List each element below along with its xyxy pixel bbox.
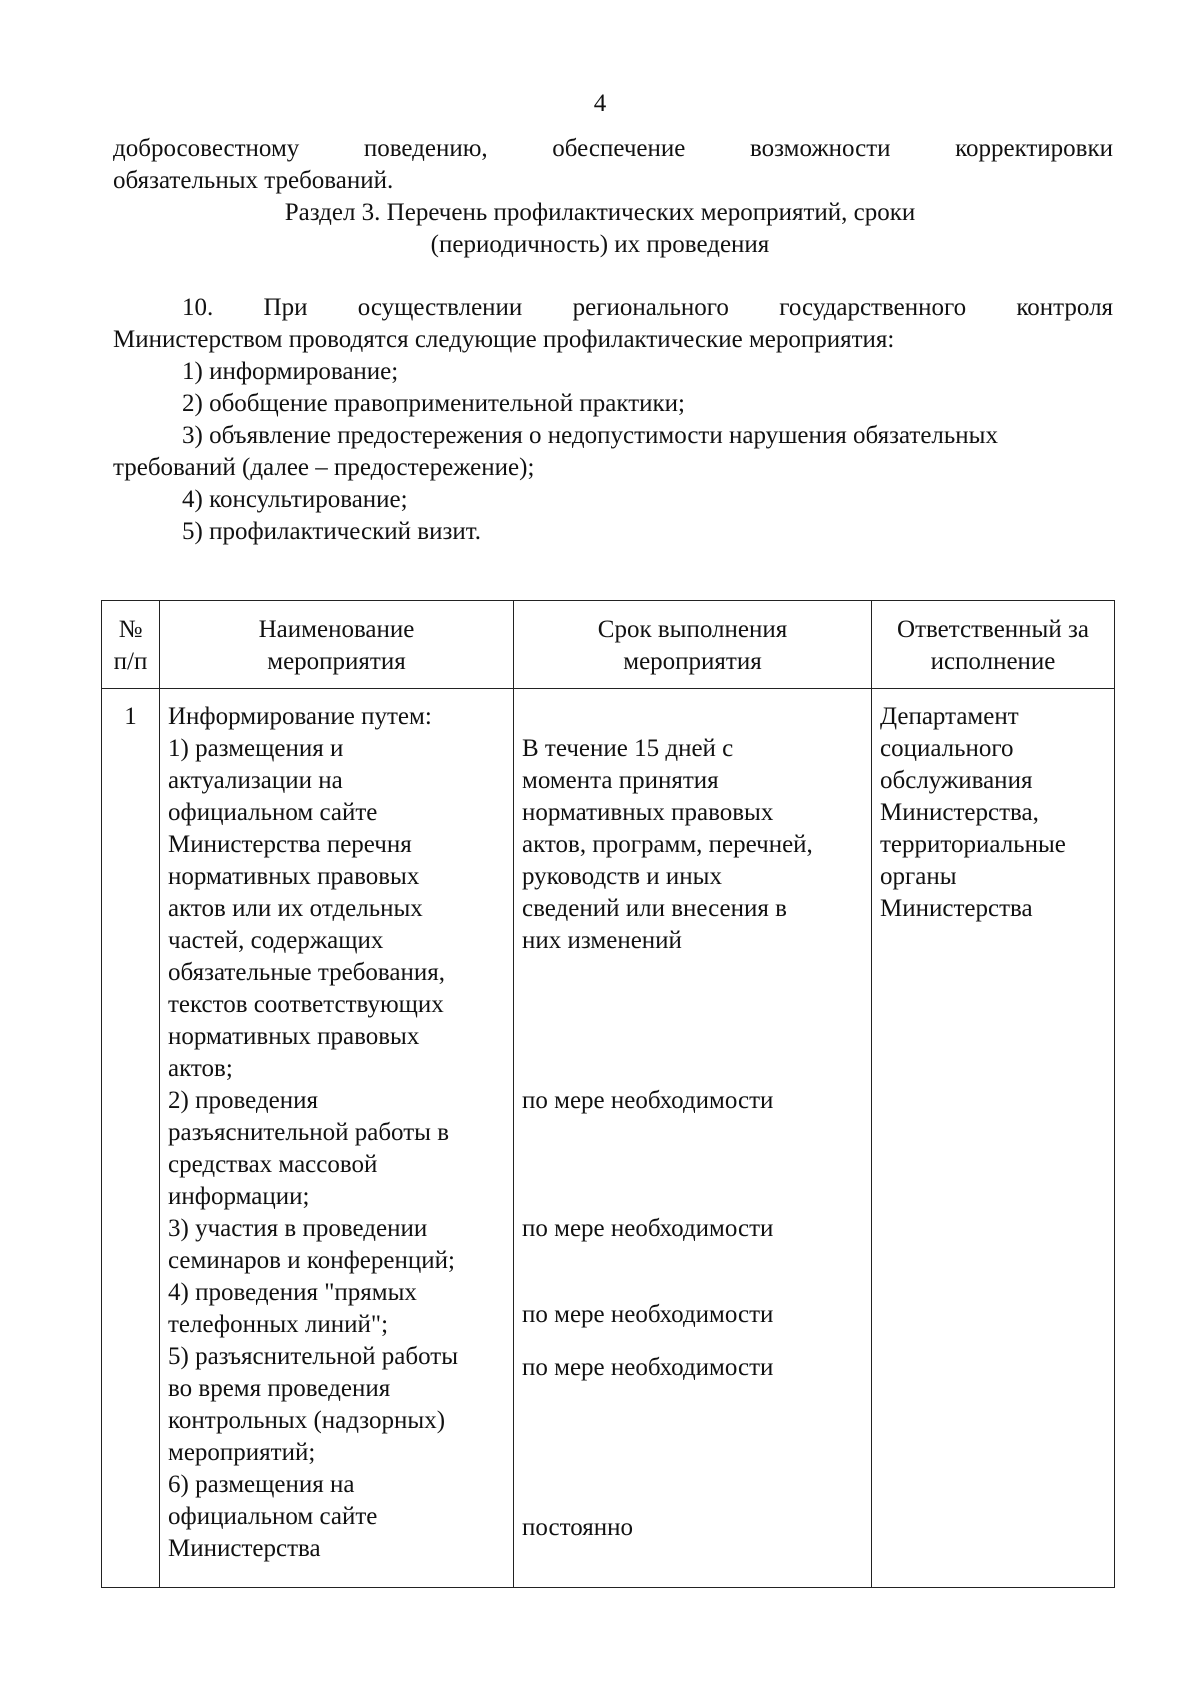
page-number: 4 bbox=[593, 90, 607, 117]
row-term-cell bbox=[514, 689, 872, 1588]
name-line: нормативных правовых bbox=[168, 863, 420, 890]
paragraph-word: 10. bbox=[182, 294, 214, 321]
intro-word: добросовестному bbox=[113, 135, 300, 162]
name-line: 1) размещения и bbox=[168, 735, 344, 762]
responsible-line: Департамент bbox=[880, 703, 1019, 730]
name-line: средствах массовой bbox=[168, 1151, 378, 1178]
intro-word: возможности bbox=[749, 135, 891, 162]
section-title-line-1: Раздел 3. Перечень профилактических мероприятий, сроки bbox=[284, 199, 916, 226]
term-line: них изменений bbox=[522, 927, 682, 954]
name-line: телефонных линий"; bbox=[168, 1311, 389, 1338]
list-item-1: 1) информирование; bbox=[182, 358, 399, 385]
paragraph-word: регионального bbox=[572, 294, 729, 321]
section-title-line-2: (периодичность) их проведения bbox=[430, 231, 770, 258]
name-line: 6) размещения на bbox=[168, 1471, 355, 1498]
activities-table bbox=[101, 600, 1115, 1588]
name-line: официальном сайте bbox=[168, 1503, 378, 1530]
responsible-line: обслуживания bbox=[880, 767, 1033, 794]
term-line: нормативных правовых bbox=[522, 799, 774, 826]
paragraph-word: контроля bbox=[1016, 294, 1114, 321]
name-line: официальном сайте bbox=[168, 799, 378, 826]
name-line: обязательные требования, bbox=[168, 959, 445, 986]
name-line: текстов соответствующих bbox=[168, 991, 444, 1018]
intro-word: поведению, bbox=[363, 135, 488, 162]
header-number bbox=[102, 601, 160, 689]
name-line: 4) проведения "прямых bbox=[168, 1279, 417, 1306]
term-line: сведений или внесения в bbox=[522, 895, 787, 922]
name-line: актуализации на bbox=[168, 767, 343, 794]
term-line: постоянно bbox=[522, 1514, 633, 1541]
name-line: семинаров и конференций; bbox=[168, 1247, 455, 1274]
name-line: нормативных правовых bbox=[168, 1023, 420, 1050]
header-name-line: Наименование bbox=[258, 616, 415, 643]
name-line: Министерства bbox=[168, 1535, 321, 1562]
header-term-line: мероприятия bbox=[623, 648, 762, 675]
responsible-line: территориальные bbox=[880, 831, 1066, 858]
responsible-line: социального bbox=[880, 735, 1014, 762]
name-line: разъяснительной работы в bbox=[168, 1119, 449, 1146]
paragraph-word: осуществлении bbox=[357, 294, 523, 321]
name-line: информации; bbox=[168, 1183, 310, 1210]
list-item-3-line-1: 3) объявление предостережения о недопустимости нарушения обязательных bbox=[182, 422, 998, 449]
name-line: мероприятий; bbox=[168, 1439, 316, 1466]
name-line: 2) проведения bbox=[168, 1087, 318, 1114]
table-row bbox=[102, 689, 1115, 1588]
row-name-cell bbox=[160, 689, 514, 1588]
name-line: Министерства перечня bbox=[168, 831, 412, 858]
paragraph-word: государственного bbox=[779, 294, 967, 321]
intro-line-1 bbox=[113, 133, 1113, 165]
term-line: по мере необходимости bbox=[522, 1354, 774, 1381]
header-term-line: Срок выполнения bbox=[597, 616, 788, 643]
intro-line-2: обязательных требований. bbox=[113, 167, 394, 194]
header-number-line: п/п bbox=[113, 648, 148, 675]
list-item-3-line-2: требований (далее – предостережение); bbox=[113, 454, 535, 481]
row-number: 1 bbox=[102, 689, 160, 1588]
name-line: актов или их отдельных bbox=[168, 895, 423, 922]
header-responsible bbox=[872, 601, 1115, 689]
name-line: контрольных (надзорных) bbox=[168, 1407, 446, 1434]
row-responsible-cell bbox=[872, 689, 1115, 1588]
header-responsible-line: Ответственный за bbox=[897, 616, 1089, 643]
list-item-5: 5) профилактический визит. bbox=[182, 518, 481, 545]
table-header-row bbox=[102, 601, 1115, 689]
responsible-line: органы bbox=[880, 863, 957, 890]
name-line: Информирование путем: bbox=[168, 703, 432, 730]
term-line: актов, программ, перечней, bbox=[522, 831, 813, 858]
responsible-line: Министерства, bbox=[880, 799, 1039, 826]
term-line: момента принятия bbox=[522, 767, 719, 794]
term-line: руководств и иных bbox=[522, 863, 722, 890]
name-line: актов; bbox=[168, 1055, 233, 1082]
paragraph-10-line-2: Министерством проводятся следующие профилактические мероприятия: bbox=[113, 326, 895, 353]
header-number-line: № bbox=[118, 616, 143, 643]
intro-word: корректировки bbox=[955, 135, 1114, 162]
name-line: во время проведения bbox=[168, 1375, 391, 1402]
name-line: 5) разъяснительной работы bbox=[168, 1343, 459, 1370]
paragraph-word: При bbox=[263, 294, 308, 321]
header-term bbox=[514, 601, 872, 689]
header-name bbox=[160, 601, 514, 689]
list-item-2: 2) обобщение правоприменительной практики; bbox=[182, 390, 685, 417]
header-responsible-line: исполнение bbox=[930, 648, 1056, 675]
term-line: В течение 15 дней с bbox=[522, 735, 734, 762]
header-name-line: мероприятия bbox=[267, 648, 406, 675]
intro-word: обеспечение bbox=[552, 135, 686, 162]
name-line: частей, содержащих bbox=[168, 927, 384, 954]
term-line: по мере необходимости bbox=[522, 1301, 774, 1328]
paragraph-10-line-1 bbox=[182, 292, 1113, 324]
responsible-line: Министерства bbox=[880, 895, 1033, 922]
term-line: по мере необходимости bbox=[522, 1215, 774, 1242]
term-line: по мере необходимости bbox=[522, 1087, 774, 1114]
list-item-4: 4) консультирование; bbox=[182, 486, 408, 513]
name-line: 3) участия в проведении bbox=[168, 1215, 428, 1242]
